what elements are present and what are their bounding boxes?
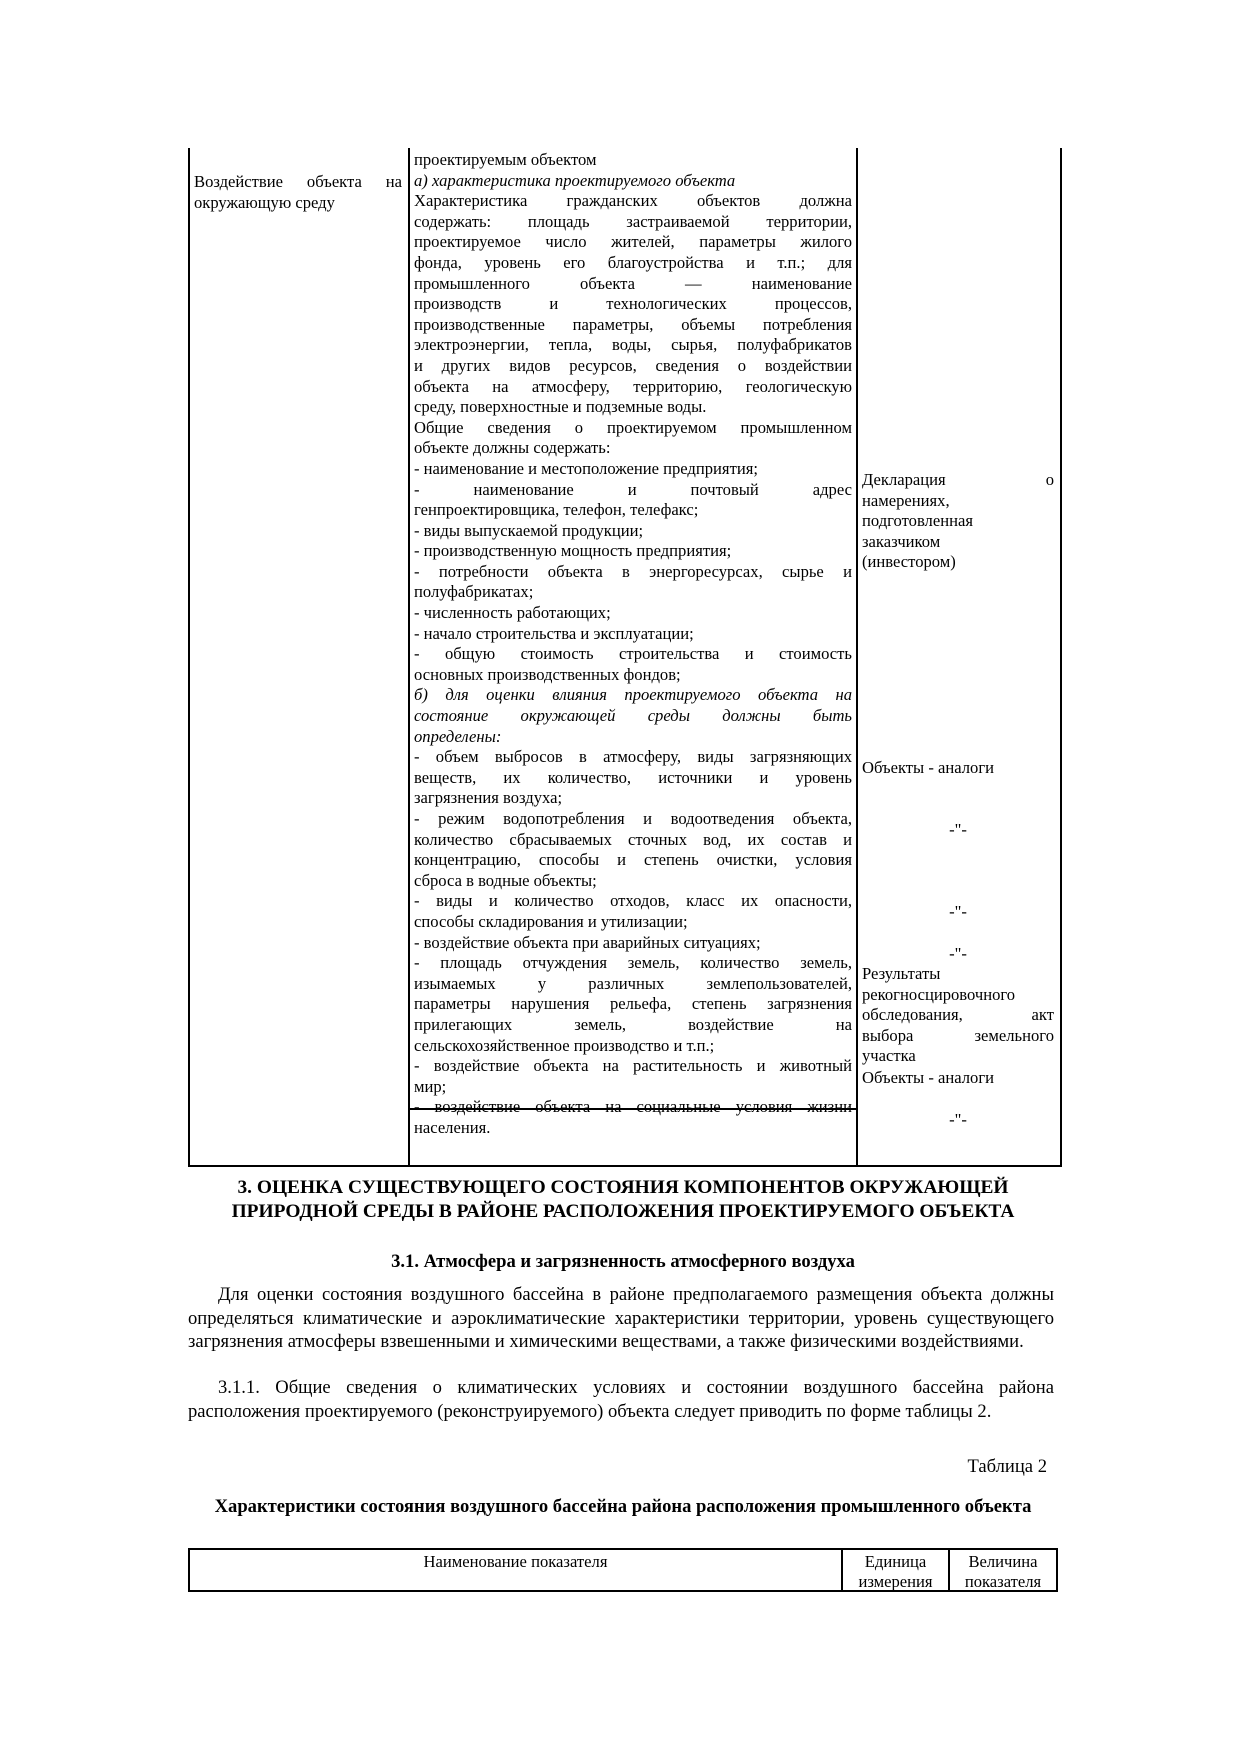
source-line: рекогносцировочного xyxy=(862,984,1016,1004)
impact-line: - воздействие объекта на социальные условия жизни xyxy=(414,1097,852,1117)
impact-line: количество сбрасываемых сточных вод, их состав и xyxy=(414,829,852,849)
source-line: заказчиком xyxy=(862,531,941,551)
list-item: - численность работающих; xyxy=(414,603,611,623)
table-column-divider xyxy=(856,148,858,1165)
item-b-heading: определены: xyxy=(414,726,502,746)
list-item: основных производственных фондов; xyxy=(414,664,681,684)
table-header-cell: Наименование показателя xyxy=(423,1552,608,1571)
list-item: - потребности объекта в энергоресурсах, сырье и xyxy=(414,561,852,581)
description-line: промышленного объекта — наименование xyxy=(414,273,852,293)
source-line: Декларация о xyxy=(862,470,1054,489)
impact-line: веществ, их количество, источники и уровень xyxy=(414,767,852,787)
list-item: - начало строительства и эксплуатации; xyxy=(414,623,694,643)
list-item: - наименование и местоположение предприятия; xyxy=(414,458,758,478)
impact-line: населения. xyxy=(414,1117,491,1137)
subsection-heading: 3.1. Атмосфера и загрязненность атмосферного воздуха xyxy=(391,1251,855,1272)
list-item: - общую стоимость строительства и стоимость xyxy=(414,644,852,664)
impact-section-label: Воздействие объекта на окружающую среду xyxy=(194,172,402,212)
impact-line: параметры нарушения рельефа, степень загрязнения xyxy=(414,994,852,1014)
source-line: обследования, акт xyxy=(862,1005,1054,1025)
description-line: производств и технологических процессов, xyxy=(414,294,852,314)
description-line: объекта на атмосферу, территорию, геологическую xyxy=(414,376,852,396)
description-line: объекте должны содержать: xyxy=(414,438,611,458)
list-item: - производственную мощность предприятия; xyxy=(414,541,732,561)
impact-line: прилегающих земель, воздействие на xyxy=(414,1014,852,1034)
source-analogs: Объекты - аналоги xyxy=(862,1068,995,1087)
source-results xyxy=(862,964,1054,1067)
description-line: среду, поверхностные и подземные воды. xyxy=(414,397,707,417)
description-line: Характеристика гражданских объектов должна xyxy=(414,191,852,211)
source-line: участка xyxy=(862,1046,916,1066)
list-item: - наименование и почтовый адрес xyxy=(414,479,852,499)
description-line: содержать: площадь застраиваемой территории, xyxy=(414,211,852,231)
list-item: - виды выпускаемой продукции; xyxy=(414,520,644,540)
source-analogs: Объекты - аналоги xyxy=(862,758,995,777)
impact-line: - воздействие объекта при аварийных ситуациях; xyxy=(414,932,761,952)
air-basin-table xyxy=(188,1548,1058,1592)
impact-line: - режим водопотребления и водоотведения объекта, xyxy=(414,809,852,828)
table-header-cell: Единица измерения xyxy=(858,1552,933,1591)
source-ditto: -"- xyxy=(949,820,967,839)
source-ditto: -"- xyxy=(949,944,967,963)
table-caption: Характеристики состояния воздушного бассейна района расположения промышленного объекта xyxy=(214,1496,1032,1517)
impact-line: сброса в водные объекты; xyxy=(414,870,597,890)
description-line: проектируемое число жителей, параметры жилого xyxy=(414,232,852,252)
impact-line: - объем выбросов в атмосферу, виды загрязняющих xyxy=(414,747,852,767)
impact-line: - виды и количество отходов, класс их опасности, xyxy=(414,891,852,911)
list-item: генпроектировщика, телефон, телефакс; xyxy=(414,500,699,520)
source-line: подготовленная xyxy=(862,511,973,531)
description-column xyxy=(414,150,852,1139)
item-b-heading: б) для оценки влияния проектируемого объекта на xyxy=(414,685,852,705)
impact-line: сельскохозяйственное производство и т.п.; xyxy=(414,1035,715,1055)
impact-line: загрязнения воздуха; xyxy=(414,788,563,808)
source-line: (инвестором) xyxy=(862,552,956,572)
impact-line: концентрацию, способы и степень очистки, условия xyxy=(414,850,852,870)
impact-line: мир; xyxy=(414,1076,447,1096)
item-a-heading: а) характеристика проектируемого объекта xyxy=(414,170,736,190)
body-paragraph: 3.1.1. Общие сведения о климатических условиях и состоянии воздушного бассейна района расположения проектируемого (реконструируемого) объекта следует приводить по форме таблицы 2. xyxy=(188,1377,1054,1422)
description-line: проектируемым объектом xyxy=(414,150,597,169)
source-line: Результаты xyxy=(862,964,941,983)
description-line: электроэнергии, тепла, воды, сырья, полуфабрикатов xyxy=(414,335,852,355)
impact-line: - площадь отчуждения земель, количество земель, xyxy=(414,953,852,973)
section-heading: 3. ОЦЕНКА СУЩЕСТВУЮЩЕГО СОСТОЯНИЯ КОМПОНЕНТОВ ОКРУЖАЮЩЕЙ ПРИРОДНОЙ СРЕДЫ В РАЙОНЕ РАСПОЛОЖЕНИЯ ПРОЕКТИРУЕМОГО ОБЪЕКТА xyxy=(231,1177,1015,1222)
body-paragraph: Для оценки состояния воздушного бассейна в районе предполагаемого размещения объекта должны определяться климатические и аэроклиматические характеристики территории, уровень существующего загрязнения атмосферы взвешенными и химическими веществами, а также физическими воздействиями. xyxy=(188,1284,1054,1353)
source-line: выбора земельного xyxy=(862,1025,1054,1045)
impact-line: - воздействие объекта на растительность и животный xyxy=(414,1056,852,1076)
impact-line: способы складирования и утилизации; xyxy=(414,911,688,931)
list-item: полуфабрикатах; xyxy=(414,582,534,602)
table-column-divider xyxy=(408,148,410,1165)
item-b-heading: состояние окружающей среды должны быть xyxy=(414,706,852,726)
source-ditto: -"- xyxy=(949,1110,967,1129)
table-header-cell: Величина показателя xyxy=(964,1552,1042,1591)
source-line: намерениях, xyxy=(862,490,950,510)
description-line: Общие сведения о проектируемом промышленном xyxy=(414,417,852,437)
impact-table xyxy=(188,148,1062,1167)
description-line: фонда, уровень его благоустройства и т.п.; для xyxy=(414,252,852,272)
source-ditto: -"- xyxy=(949,902,967,921)
description-line: и других видов ресурсов, сведения о воздействии xyxy=(414,355,852,375)
impact-line: изымаемых у различных землепользователей, xyxy=(414,973,852,993)
source-declaration xyxy=(862,470,1054,573)
description-line: производственные параметры, объемы потребления xyxy=(414,314,852,334)
table-number: Таблица 2 xyxy=(967,1456,1047,1477)
